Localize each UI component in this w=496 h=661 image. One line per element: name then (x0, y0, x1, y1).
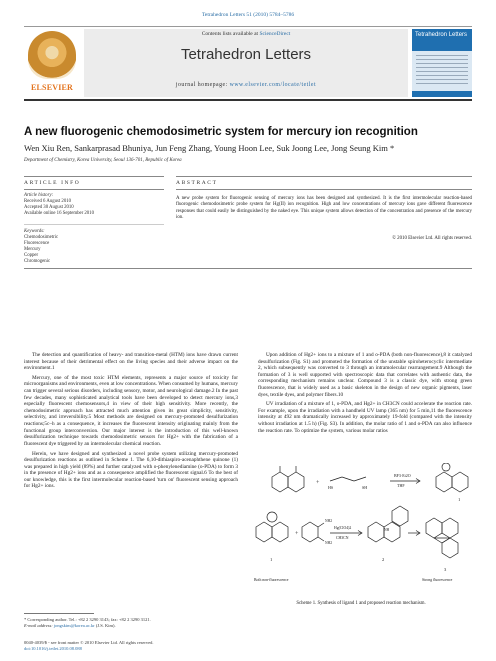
abstract-rule-top (176, 176, 472, 177)
body-column-left (24, 352, 238, 493)
reagent-sh: SH (362, 485, 368, 490)
amine-label: NH2 (325, 541, 332, 545)
author-email-link[interactable]: jongskim@korea.ac.kr (53, 622, 95, 628)
keywords-block (24, 229, 164, 266)
journal-title: Tetrahedron Letters (180, 46, 312, 63)
scheme-top-row (272, 463, 468, 492)
author-list: Wen Xiu Ren, Sankarprasad Bhuniya, Jun Feng Zhang, Young Hoon Lee, Suk Joong Lee, Jong Seung Kim * (24, 143, 395, 153)
keywords-rule (24, 224, 164, 225)
reagent-hs: HS (328, 485, 334, 490)
abstract-copyright: © 2010 Elsevier Ltd. All rights reserved. (392, 236, 472, 241)
issn-line: 0040-4039/$ - see front matter © 2010 Elsevier Ltd. All rights reserved. (24, 640, 154, 645)
nh-label: NH (384, 528, 390, 532)
body-column-right (258, 352, 472, 437)
contents-availability (84, 31, 408, 37)
plus-sign: + (316, 480, 320, 486)
cover-graphic (412, 51, 472, 91)
homepage-link[interactable]: www.elsevier.com/locate/tetlet (229, 82, 317, 88)
compound-2-label: 2 (382, 557, 385, 562)
fluorescence-label: Strong fluorescence (422, 578, 453, 582)
body-paragraph: Herein, we have designed and synthesized a novel probe system utilizing mercury-promoted desulfurization reactions as outlined in Scheme 1. The 6,10-dithiaspiro-acenaphthene quinone (1) was prepared in high yield (89%) and further catalyzed with o-phenylenediamine (o-PDA) to form 3 in the presence of Hg2+ ions and as a consequence amplified the fluorescent signal.6 To the best of our knowledge, this is the first intermolecular reaction-based 'turn on' fluorescent sensing approach for Hg2+ ions. (24, 450, 238, 490)
tree-icon (28, 31, 76, 79)
header-thick-rule (24, 99, 472, 101)
article-info-rule (24, 189, 164, 190)
paper-title: A new fluorogenic chemodosimetric system for mercury ion recognition (24, 126, 418, 138)
abstract-heading: ABSTRACT (176, 180, 218, 186)
history-online: Available online 16 September 2010 (24, 211, 94, 217)
body-paragraph: The detection and quantification of heavy- and transition-metal (HTM) ions have drawn current interest because of their detrimental effect on the living species and their adverse impact on the environment.1 (24, 352, 238, 372)
body-paragraph: Mercury, one of the most toxic HTM elements, represents a major source of toxicity for microorganisms and environments, even at low concentrations. When consumed by humans, mercury can trigger several serious disorders, including sensory, motor, and neurological damage.2 In the past few decades, many sophisticated analytical tools have been developed to detect mercury ions,3 especially fluorescent chemosensors,4 in view of their high sensitivity. More recently, the chemodosimetric approach has attracted much attention given its great simplicity, sensitivity, selectivity, and irreversibility.5 Most methods are designed on mercury-promoted desulfurization reactions;5c–h as a consequence, it increases the fluorescent intensity originating mainly from the functional group interconversion. Our major interest is the introduction of this well-known desulfurization technique towards chemodosimetric sensors for Hg2+ with the fabrication of a fluorescent dye triggered by an intermolecular chemical reaction. (24, 374, 238, 447)
solvent-top: THF (397, 483, 405, 488)
compound-1-label: 1 (270, 557, 273, 562)
journal-homepage (84, 82, 408, 88)
keywords-label: Keywords: (24, 229, 45, 234)
header-divider (24, 26, 472, 27)
sciencedirect-link[interactable]: ScienceDirect (259, 31, 291, 37)
corresponding-author-footnote (24, 617, 224, 628)
corresponding-contact: * Corresponding author. Tel.: +82 2 3290 3143; fax: +82 2 3290 3121. (24, 617, 151, 622)
article-info-rule-top (24, 176, 164, 177)
non-fluorescence-label: Both non-fluorescence (254, 578, 289, 582)
keyword-item: Chromogenic (24, 259, 51, 265)
keyword-item: Copper (24, 253, 39, 259)
article-info-heading: ARTICLE INFO (24, 180, 81, 186)
scheme-bottom-row (256, 506, 458, 558)
solvent-bottom: CH3CN (336, 536, 349, 540)
history-accepted: Accepted 30 August 2010 (24, 205, 74, 211)
reagent-top: BF3·Et2O (394, 473, 411, 478)
elsevier-logo (24, 29, 80, 97)
journal-citation[interactable]: Tetrahedron Letters 51 (2010) 5784–5786 (201, 12, 295, 18)
journal-cover (412, 29, 472, 97)
body-paragraph: Upon addition of Hg2+ ions to a mixture of 1 and o-PDA (both non-fluorescence),8 it catalyzed desulfurization (Fig. S1) and promoted the formation of the unstable spiroheterocyclic intermediate 2, which subsequently was converted to 3 through an intramolecular rearrangement.9 Although the formation of 3 is well supported with spectroscopic data that correlates with authentic data, the corresponding mechanism remains unclear. Compound 3 is a classic dye, with strong green fluorescence, that is widely used as a basic skeleton in the design of new organic pigments, laser dyes, textile dyes, and polymer fibers.10 (258, 352, 472, 398)
compound-1-label-top: 1 (458, 497, 461, 502)
history-received: Received 6 August 2010 (24, 199, 72, 205)
contents-prefix: Contents lists available at (201, 31, 260, 37)
amine-label: NH2 (325, 519, 332, 523)
affiliation: Department of Chemistry, Korea University, Seoul 136-701, Republic of Korea (24, 158, 182, 163)
email-prefix: E-mail address: (24, 622, 54, 628)
article-history (24, 193, 164, 217)
compound-3-label: 3 (444, 567, 447, 572)
plus-sign: + (295, 531, 299, 537)
front-matter-bottom-rule (24, 268, 472, 269)
publisher-wordmark: ELSEVIER (30, 83, 74, 92)
history-label: Article history: (24, 193, 54, 198)
footnote-rule (24, 613, 94, 614)
keyword-item: Chemodosimetric (24, 235, 59, 241)
keyword-item: Mercury (24, 247, 41, 253)
scheme-caption: Scheme 1. Synthesis of ligand 1 and proposed reaction mechanism. (296, 601, 426, 606)
abstract-text: A new probe system for fluorogenic sensing of mercury ions has been designed and synthesized. It is the first intermolecular reaction-based fluorogenic chemodosimetric probe system for Hg(II) ion recognition. High and low concentrations of mercury ions gave different fluorescence responses that could easily be distinguished by the naked eye. This unique system allows detection of the concentration and presence of the mercury ion. (176, 196, 472, 220)
abstract-rule (176, 189, 472, 190)
cover-title: Tetrahedron Letters (415, 32, 468, 38)
body-paragraph: UV irradiation of a mixture of 1, o-PDA, and Hg2+ in CH3CN could accelerate the reaction rate. For example, upon the irradiation with a handheld UV lamp (365 nm) for 5 min,11 the fluorescence intensity at 492 nm dramatically increased by approximately 19-fold (compared with the intensity without irradiation at 1.5 h) (Fig. S3). In addition, the molar ratio of 1 and o-PDA can also influence the reaction rate. To optimize the system, various molar ratios (258, 401, 472, 434)
keyword-item: Fluorescence (24, 241, 50, 247)
homepage-prefix: journal homepage: (175, 82, 230, 88)
article-meta (24, 640, 274, 651)
email-line (24, 623, 224, 629)
scheme-1-figure (250, 463, 472, 599)
email-suffix: (J.S. Kim). (94, 622, 116, 628)
doi-link[interactable]: doi:10.1016/j.tetlet.2010.08.088 (24, 645, 82, 651)
reagent-bottom: Hg(ClO4)2 (334, 526, 352, 530)
